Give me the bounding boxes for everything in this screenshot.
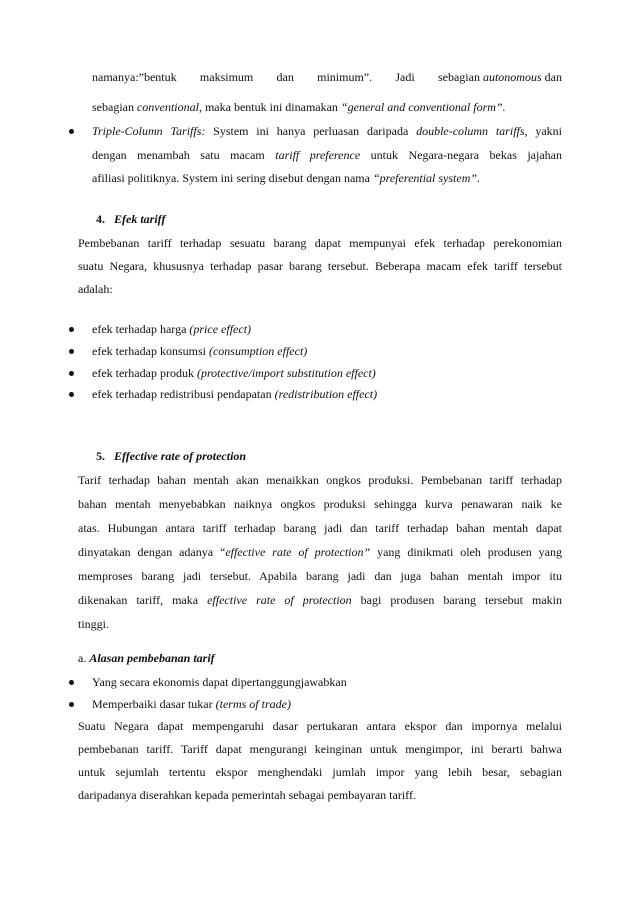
section-5-para-line-2: bahan mentah menyebabkan naiknya ongkos produksi sehingga kurva penawaran naik ke [78, 497, 562, 511]
section-5-para-line-1: Tarif terhadap bahan mentah akan menaikkan ongkos produksi. Pembebanan tariff terhadap [78, 473, 562, 487]
section-5-para-line-4: dinyatakan dengan adanya “effective rate of protection” yang dinikmati oleh produsen yang [78, 545, 562, 559]
triple-column-line-3: afiliasi politiknya. System ini sering disebut dengan nama “preferential system”. [92, 171, 481, 185]
section-4-heading: 4. Efek tariff [96, 212, 166, 226]
subsection-a-para-line-1: Suatu Negara dapat mempengaruhi dasar pertukaran antara ekspor dan impornya melalui [78, 719, 562, 733]
section-5-para-line-6: dikenakan tariff, maka effective rate of protection bagi produsen barang tersebut makin [78, 593, 562, 607]
section-4-para-line-3: adalah: [78, 282, 113, 296]
effect-item: efek terhadap produk (protective/import substitution effect) [92, 366, 376, 380]
bullet-dot [69, 702, 74, 707]
word: namanya:”bentuk [92, 70, 177, 84]
continuation-line-2: sebagian conventional, maka bentuk ini dinamakan “general and conventional form”. [92, 100, 506, 114]
effect-item: efek terhadap redistribusi pendapatan (redistribution effect) [92, 387, 378, 401]
triple-column-line-1: Triple-Column Tariffs: System ini hanya perluasan daripada double-column tariffs, yakni [92, 124, 562, 138]
effect-item: efek terhadap harga (price effect) [92, 322, 252, 336]
bullet-dot [69, 129, 74, 134]
section-5-heading: 5. Effective rate of protection [96, 449, 247, 463]
reason-item: Yang secara ekonomis dapat dipertanggungjawabkan [92, 675, 347, 689]
reason-item: Memperbaiki dasar tukar (terms of trade) [92, 697, 291, 711]
section-5-para-line-3: atas. Hubungan antara tariff terhadap barang jadi dan tariff terhadap bahan mentah dapat [78, 521, 562, 535]
word: Jadi [395, 70, 415, 84]
section-5-para-line-7: tinggi. [78, 617, 110, 631]
subsection-a-para-line-3: untuk sejumlah tertentu ekspor menghendaki jumlah impor yang lebih besar, sebagian [78, 765, 562, 779]
subsection-a-para-line-4: daripadanya diserahkan kepada pemerintah sebagai pembayaran tariff. [78, 788, 416, 802]
word: minimum”. [317, 70, 373, 84]
effect-item: efek terhadap konsumsi (consumption effect) [92, 344, 308, 358]
word: sebagian autonomous dan [437, 70, 562, 84]
bullet-dot [69, 371, 74, 376]
word: dan [276, 70, 294, 84]
section-4-para-line-2: suatu Negara, khususnya terhadap pasar barang tersebut. Beberapa macam efek tariff tersebut [78, 259, 562, 273]
continuation-line-1 [92, 70, 562, 84]
word: maksimum [199, 70, 254, 84]
bullet-dot [69, 680, 74, 685]
subsection-a-para-line-2: pembebanan tariff. Tariff dapat mengurangi keinginan untuk mengimpor, ini berarti bahwa [78, 742, 562, 756]
bullet-dot [69, 349, 74, 354]
bullet-dot [69, 392, 74, 397]
bullet-dot [69, 327, 74, 332]
triple-column-line-2: dengan menambah satu macam tariff preference untuk Negara-negara bekas jajahan [92, 148, 562, 162]
subsection-a-heading: a. Alasan pembebanan tarif [78, 651, 215, 665]
section-4-para-line-1: Pembebanan tariff terhadap sesuatu barang dapat mempunyai efek terhadap perekonomian [78, 236, 562, 250]
section-5-para-line-5: memproses barang jadi tersebut. Apabila barang jadi dan juga bahan mentah impor itu [78, 569, 562, 583]
